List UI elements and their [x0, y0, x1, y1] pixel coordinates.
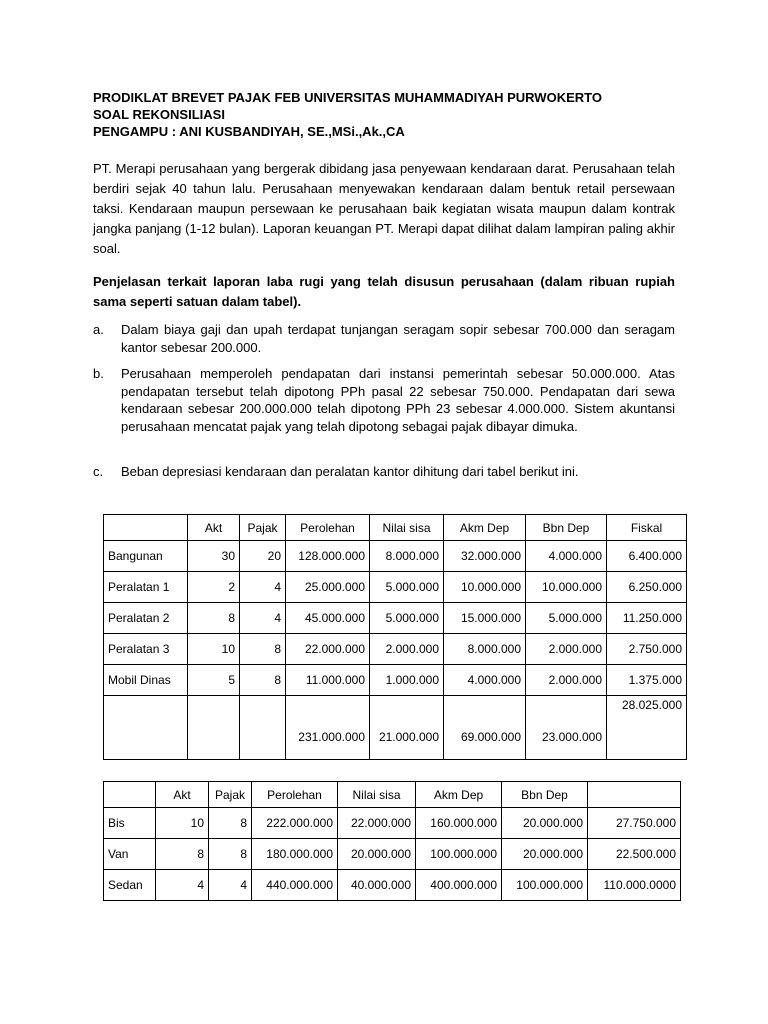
list-text: Perusahaan memperoleh pendapatan dari instansi pemerintah sebesar 50.000.000. Atas pendapatan tersebut telah dipotong PPh pasal 22 sebesar 750.000. Pendapatan dari sewa kendaraan sebesar 200.000.000 telah dipotong PPh 23 sebesar 4.000.000. Sistem akuntansi perusahaan mencatat pajak yang telah dipotong sebagai pajak dibayar dimuka.: [121, 366, 675, 434]
table-cell: 20.000.000: [502, 839, 588, 870]
table-cell: 10: [156, 808, 209, 839]
table-cell: 2.000.000: [370, 634, 444, 665]
table-row: [104, 808, 681, 839]
depreciation-table-vehicles: [103, 781, 681, 901]
vehicle-name-cell: Sedan: [104, 870, 156, 901]
list-marker: a.: [93, 322, 104, 337]
table-cell: 8: [188, 603, 240, 634]
table-cell: 4: [156, 870, 209, 901]
table-cell: 8: [156, 839, 209, 870]
empty-cell: [104, 696, 188, 760]
asset-name-cell: Bangunan: [104, 541, 188, 572]
total-fiskal: 28.025.000: [607, 696, 687, 760]
table-cell: 20.000.000: [502, 808, 588, 839]
table-cell: 8: [209, 839, 252, 870]
table-cell: 8: [209, 808, 252, 839]
vehicle-name-cell: Van: [104, 839, 156, 870]
table-cell: 222.000.000: [252, 808, 338, 839]
list-marker: c.: [93, 464, 104, 479]
table-cell: 2.750.000: [607, 634, 687, 665]
header-cell: Pajak: [209, 782, 252, 808]
table-cell: 400.000.000: [416, 870, 502, 901]
table-cell: 4: [240, 603, 286, 634]
total-perolehan: 231.000.000: [286, 696, 370, 760]
depreciation-table-assets: [103, 514, 687, 760]
table-cell: 1.375.000: [607, 665, 687, 696]
document-header: [93, 89, 602, 140]
header-cell: [104, 782, 156, 808]
table-cell: 5: [188, 665, 240, 696]
table-cell: 8: [240, 665, 286, 696]
table-cell: 32.000.000: [444, 541, 526, 572]
table-cell: 22.500.000: [588, 839, 681, 870]
table-cell: 128.000.000: [286, 541, 370, 572]
empty-cell: [188, 696, 240, 760]
list-marker: b.: [93, 366, 104, 381]
table-row: [104, 870, 681, 901]
table-cell: 15.000.000: [444, 603, 526, 634]
header-cell: Pajak: [240, 515, 286, 541]
table-row: [104, 634, 687, 665]
table-cell: 100.000.000: [502, 870, 588, 901]
header-cell: Akt: [156, 782, 209, 808]
table-cell: 22.000.000: [338, 808, 416, 839]
list-text: Beban depresiasi kendaraan dan peralatan kantor dihitung dari tabel berikut ini.: [121, 464, 579, 479]
asset-name-cell: Mobil Dinas: [104, 665, 188, 696]
table-row: [104, 603, 687, 634]
table-cell: 10: [188, 634, 240, 665]
table-cell: 22.000.000: [286, 634, 370, 665]
header-cell: [104, 515, 188, 541]
table-cell: 6.400.000: [607, 541, 687, 572]
table-row: [104, 572, 687, 603]
table-row: [104, 665, 687, 696]
table-cell: 45.000.000: [286, 603, 370, 634]
table-cell: 30: [188, 541, 240, 572]
asset-name-cell: Peralatan 3: [104, 634, 188, 665]
table-cell: 4: [240, 572, 286, 603]
table-row: [104, 541, 687, 572]
table-cell: 5.000.000: [370, 572, 444, 603]
table-cell: 11.000.000: [286, 665, 370, 696]
table-cell: 5.000.000: [526, 603, 607, 634]
total-akm-dep: 69.000.000: [444, 696, 526, 760]
table-cell: 160.000.000: [416, 808, 502, 839]
table-cell: 4: [209, 870, 252, 901]
table-cell: 2: [188, 572, 240, 603]
totals-row: [104, 696, 687, 760]
table-cell: 40.000.000: [338, 870, 416, 901]
total-nilai-sisa: 21.000.000: [370, 696, 444, 760]
table-cell: 10.000.000: [444, 572, 526, 603]
table-cell: 6.250.000: [607, 572, 687, 603]
table-cell: 25.000.000: [286, 572, 370, 603]
intro-paragraph: PT. Merapi perusahaan yang bergerak dibidang jasa penyewaan kendaraan darat. Perusahaan telah berdiri sejak 40 tahun lalu. Perusahaan menyewakan kendaraan dalam bentuk retail persewaan taksi. Kendaraan maupun persewaan ke perusahaan baik kegiatan wisata maupun dalam kontrak jangka panjang (1-12 bulan). Laporan keuangan PT. Merapi dapat dilihat dalam lampiran paling akhir soal.: [93, 161, 675, 256]
header-cell: Perolehan: [252, 782, 338, 808]
header-cell: Bbn Dep: [502, 782, 588, 808]
header-cell: Akm Dep: [444, 515, 526, 541]
table-cell: 4.000.000: [526, 541, 607, 572]
header-cell: Nilai sisa: [338, 782, 416, 808]
table-header-row: [104, 782, 681, 808]
table-cell: 2.000.000: [526, 665, 607, 696]
table-cell: 27.750.000: [588, 808, 681, 839]
instructor-line: PENGAMPU : ANI KUSBANDIYAH, SE.,MSi.,Ak.,CA: [93, 124, 405, 139]
header-cell: [588, 782, 681, 808]
table-cell: 8.000.000: [444, 634, 526, 665]
asset-name-cell: Peralatan 1: [104, 572, 188, 603]
table-cell: 4.000.000: [444, 665, 526, 696]
table-row: [104, 839, 681, 870]
asset-name-cell: Peralatan 2: [104, 603, 188, 634]
table-cell: 8.000.000: [370, 541, 444, 572]
table-cell: 8: [240, 634, 286, 665]
table-cell: 11.250.000: [607, 603, 687, 634]
header-cell: Perolehan: [286, 515, 370, 541]
table-cell: 10.000.000: [526, 572, 607, 603]
table-cell: 100.000.000: [416, 839, 502, 870]
program-title: PRODIKLAT BREVET PAJAK FEB UNIVERSITAS MUHAMMADIYAH PURWOKERTO: [93, 90, 602, 105]
table-cell: 1.000.000: [370, 665, 444, 696]
table-header-row: [104, 515, 687, 541]
header-cell: Akt: [188, 515, 240, 541]
header-cell: Bbn Dep: [526, 515, 607, 541]
list-text: Dalam biaya gaji dan upah terdapat tunjangan seragam sopir sebesar 700.000 dan seragam kantor sebesar 200.000.: [121, 322, 675, 355]
table-cell: 180.000.000: [252, 839, 338, 870]
total-bbn-dep: 23.000.000: [526, 696, 607, 760]
header-cell: Fiskal: [607, 515, 687, 541]
document-title: SOAL REKONSILIASI: [93, 107, 225, 122]
table-cell: 440.000.000: [252, 870, 338, 901]
table-cell: 20: [240, 541, 286, 572]
table-cell: 20.000.000: [338, 839, 416, 870]
empty-cell: [240, 696, 286, 760]
explanation-paragraph: Penjelasan terkait laporan laba rugi yang telah disusun perusahaan (dalam ribuan rupiah sama seperti satuan dalam tabel).: [93, 274, 675, 309]
header-cell: Nilai sisa: [370, 515, 444, 541]
header-cell: Akm Dep: [416, 782, 502, 808]
vehicle-name-cell: Bis: [104, 808, 156, 839]
table-cell: 5.000.000: [370, 603, 444, 634]
table-cell: 2.000.000: [526, 634, 607, 665]
table-cell: 110.000.0000: [588, 870, 681, 901]
